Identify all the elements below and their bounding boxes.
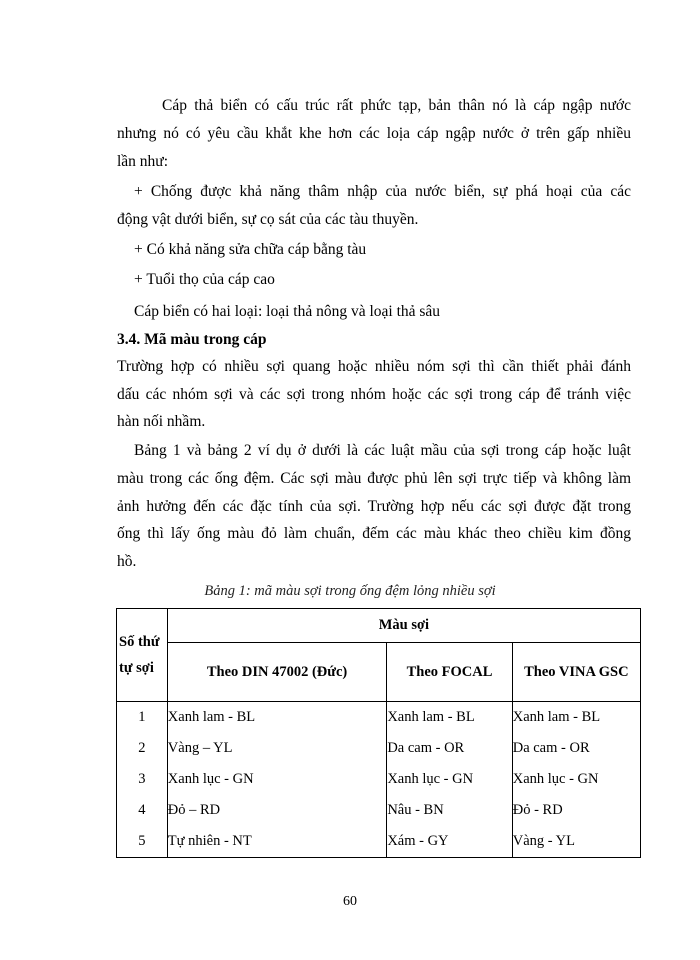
cell-focal: Xám - GY: [387, 826, 512, 858]
cell-vina-gsc: Xanh lam - BL: [512, 702, 640, 734]
col-header-din: Theo DIN 47002 (Đức): [167, 643, 387, 702]
bullet-line: + Tuổi thọ của cáp cao: [134, 271, 275, 288]
cell-vina-gsc: Đỏ - RD: [512, 795, 640, 826]
paragraph-line: Cáp biển có hai loại: loại thả nông và loại thả sâu: [134, 303, 441, 320]
paragraph-line: màu trong các ống đệm. Các sợi màu được phủ lên sợi trực tiếp và không làm: [117, 470, 631, 487]
cell-focal: Xanh lam - BL: [387, 702, 512, 734]
cell-din: Tự nhiên - NT: [167, 826, 387, 858]
bullet-line: + Chống được khả năng thâm nhập của nước biển, sự phá hoại của các: [134, 183, 631, 200]
cell-vina-gsc: Xanh lục - GN: [512, 764, 640, 795]
cell-focal: Xanh lục - GN: [387, 764, 512, 795]
paragraph-line: động vật dưới biển, sự cọ sát của các tàu thuyền.: [117, 211, 419, 228]
paragraph-line: hàn nối nhầm.: [117, 413, 206, 430]
paragraph-line: Bảng 1 và bảng 2 ví dụ ở dưới là các luật mầu của sợi trong cáp hoặc luật: [134, 442, 631, 459]
table-row: [117, 733, 641, 764]
paragraph-line: nhưng nó có yêu cầu khắt khe hơn các loịa cáp ngập nước ở trên gấp nhiều: [117, 125, 631, 142]
cell-index: 4: [117, 795, 168, 826]
cell-din: Vàng – YL: [167, 733, 387, 764]
cell-index: 2: [117, 733, 168, 764]
col-header-focal: Theo FOCAL: [387, 643, 512, 702]
cell-index: 1: [117, 702, 168, 734]
cell-vina-gsc: Da cam - OR: [512, 733, 640, 764]
table-row: [117, 702, 641, 734]
cell-din: Xanh lam - BL: [167, 702, 387, 734]
table-row: [117, 764, 641, 795]
cell-focal: Da cam - OR: [387, 733, 512, 764]
fiber-color-table: [116, 608, 641, 858]
paragraph-line: Cáp thả biển có cấu trúc rất phức tạp, bản thân nó là cáp ngập nước: [162, 97, 631, 114]
cell-din: Đỏ – RD: [167, 795, 387, 826]
paragraph-line: ảnh hưởng đến các đặc tính của sợi. Trường hợp nếu các sợi được đặt trong: [117, 498, 631, 515]
paragraph-line: Trường hợp có nhiều sợi quang hoặc nhiều nóm sợi thì cần thiết phải đánh: [117, 358, 631, 375]
col-header-vina-gsc: Theo VINA GSC: [512, 643, 640, 702]
group-header-fiber-color: Màu sợi: [167, 609, 640, 643]
table-row: [117, 826, 641, 858]
table-row: [117, 795, 641, 826]
cell-index: 3: [117, 764, 168, 795]
paragraph-line: hồ.: [117, 553, 137, 570]
cell-index: 5: [117, 826, 168, 858]
table-caption: Bảng 1: mã màu sợi trong ống đệm lỏng nhiều sợi: [204, 583, 496, 599]
bullet-line: + Có khả năng sửa chữa cáp bằng tàu: [134, 241, 367, 258]
col-header-index-line2: tự sợi: [119, 660, 154, 676]
paragraph-line: ống thì lấy ống màu đỏ làm chuẩn, đếm các màu khác theo chiều kim đồng: [117, 525, 631, 542]
cell-din: Xanh lục - GN: [167, 764, 387, 795]
section-heading: 3.4. Mã màu trong cáp: [117, 331, 267, 348]
col-header-index: [117, 609, 168, 702]
paragraph-line: lần như:: [117, 153, 169, 170]
cell-vina-gsc: Vàng - YL: [512, 826, 640, 858]
paragraph-line: dấu các nhóm sợi và các sợi trong nhóm hoặc các sợi trong cáp để tránh việc: [117, 386, 631, 403]
page-number: 60: [343, 894, 357, 909]
cell-focal: Nâu - BN: [387, 795, 512, 826]
col-header-index-line1: Số thứ: [119, 634, 160, 650]
